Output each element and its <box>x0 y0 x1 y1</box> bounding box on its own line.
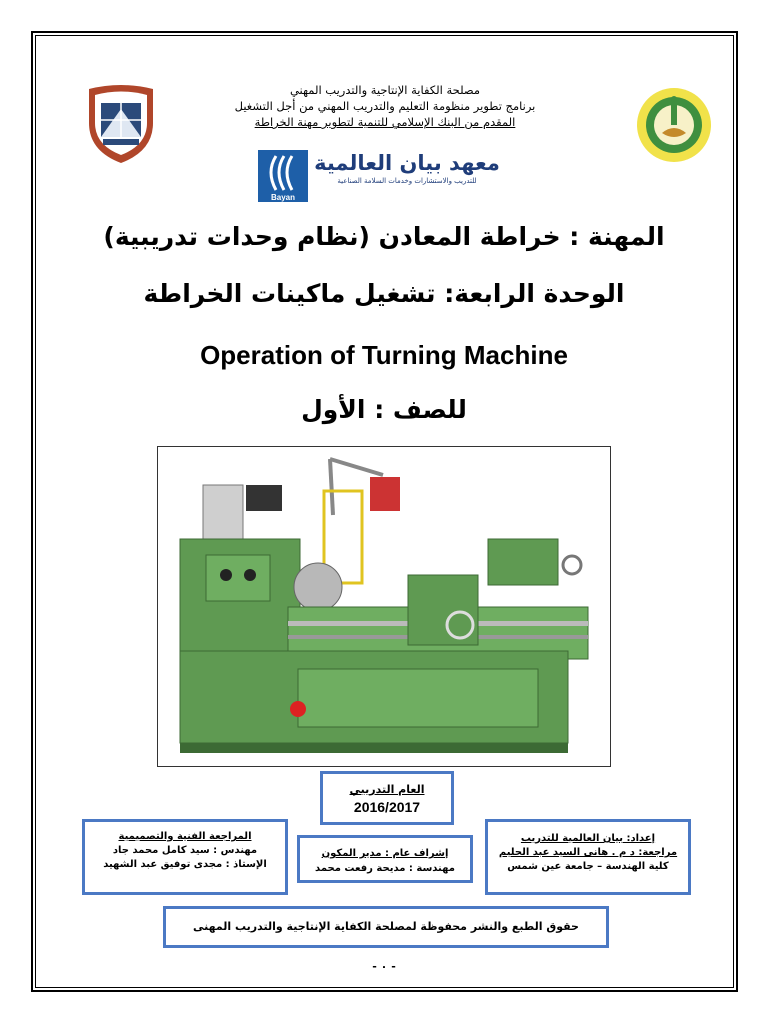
unit-title: الوحدة الرابعة: تشغيل ماكينات الخراطة <box>143 279 625 308</box>
profession-title: المهنة : خراطة المعادن (نظام وحدات تدريبية) <box>103 222 665 251</box>
institution-shield-logo <box>85 83 157 165</box>
lathe-illustration <box>158 447 610 766</box>
bayan-mark-label: Bayan <box>270 193 296 202</box>
header-line-1: مصلحة الكفاية الإنتاجية والتدريب المهني <box>289 83 481 97</box>
header-text <box>180 82 590 130</box>
copyright-box <box>163 906 609 948</box>
preparation-box <box>485 819 691 895</box>
bayan-name: معهد بيان العالمية <box>314 151 500 175</box>
prep-line-1: إعداد: بيان العالمية للتدريب <box>520 833 656 844</box>
supervision-line-2: مهندسة : مديحة رفعت محمد <box>315 863 455 874</box>
technical-line-3: الإستاذ : مجدى توفيق عبد الشهيد <box>103 859 267 870</box>
bayan-mark-icon <box>258 150 308 202</box>
grade-title: للصف : الأول <box>301 395 467 424</box>
supervision-box <box>297 835 473 883</box>
english-title: Operation of Turning Machine <box>200 340 568 370</box>
technical-review-box <box>82 819 288 895</box>
training-year-label: العام التدريبي <box>349 783 425 796</box>
header-line-3: المقدم من البنك الإسلامي للتنمية لتطوير مهنة الخراطة <box>254 115 516 129</box>
header-line-2: برنامج تطوير منظومة التعليم والتدريب المهني من أجل التشغيل <box>234 99 536 113</box>
prep-line-3: كلية الهندسة – جامعة عين شمس <box>507 861 669 872</box>
training-year-value: 2016/2017 <box>353 799 421 815</box>
copyright-text: حقوق الطبع والنشر محفوظة لمصلحة الكفاية الإنتاجية والتدريب المهنى <box>193 920 579 933</box>
technical-line-1: المراجعة الفنية والتصميمية <box>118 831 252 842</box>
lathe-machine-photo <box>157 446 611 767</box>
development-bank-logo <box>634 85 714 165</box>
bayan-subtitle: للتدريب والاستشارات وخدمات السلامة الصناعية <box>337 177 477 185</box>
training-year-box <box>320 771 454 825</box>
technical-line-2: مهندس : سيد كامل محمد جاد <box>112 845 258 856</box>
prep-line-2: مراجعة: د م . هانى السيد عبد الحليم <box>498 847 678 858</box>
supervision-line-1: إشراف عام : مدير المكون <box>321 848 449 859</box>
page-number: - ٠ - <box>372 960 396 973</box>
bayan-text <box>314 150 500 186</box>
bayan-logo <box>258 150 500 202</box>
